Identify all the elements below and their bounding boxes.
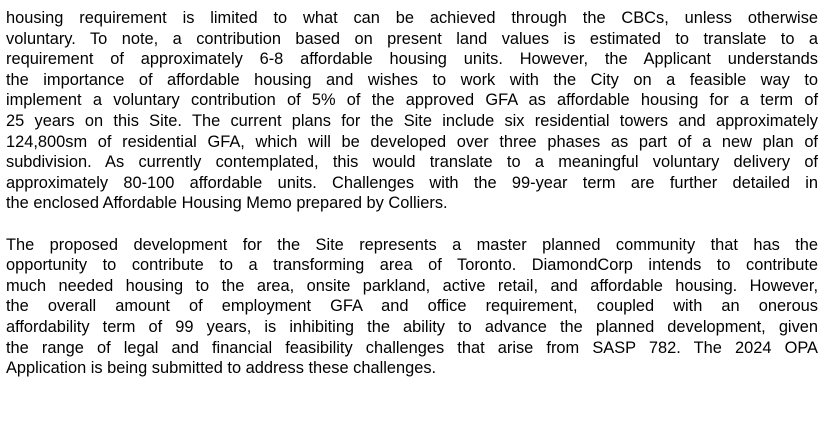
text-line: approximately 80-100 affordable units. Challenges with the 99-year term are further detailed in xyxy=(6,173,818,192)
text-line: 25 years on this Site. The current plans for the Site include six residential towers and approximately xyxy=(6,111,818,130)
text-line: much needed housing to the area, onsite parkland, active retail, and affordable housing. However, xyxy=(6,276,818,295)
text-line: the overall amount of employment GFA and office requirement, coupled with an onerous xyxy=(6,297,818,316)
text-line: housing requirement is limited to what can be achieved through the CBCs, unless otherwise xyxy=(6,9,818,27)
paragraph-proposed-development xyxy=(6,235,823,379)
text-line: 124,800sm of residential GFA, which will be developed over three phases as part of a new plan of xyxy=(6,132,818,151)
text-line: The proposed development for the Site represents a master planned community that has the xyxy=(6,235,818,254)
paragraph-affordable-housing xyxy=(6,8,823,214)
text-line: Application is being submitted to address these challenges. xyxy=(6,359,437,378)
text-line: the enclosed Affordable Housing Memo prepared by Colliers. xyxy=(6,194,448,213)
text-line: opportunity to contribute to a transforming area of Toronto. DiamondCorp intends to contribute xyxy=(6,256,818,275)
text-line: voluntary. To note, a contribution based on present land values is estimated to translate to a xyxy=(6,29,818,48)
text-line: the importance of affordable housing and wishes to work with the City on a feasible way to xyxy=(6,70,818,89)
text-line: affordability term of 99 years, is inhibiting the ability to advance the planned development, given xyxy=(6,317,818,336)
text-line: requirement of approximately 6-8 affordable housing units. However, the Applicant understands xyxy=(6,50,818,69)
text-line: the range of legal and financial feasibility challenges that arise from SASP 782. The 2024 OPA xyxy=(6,338,818,357)
text-line: implement a voluntary contribution of 5% of the approved GFA as affordable housing for a term of xyxy=(6,91,818,110)
text-line: subdivision. As currently contemplated, this would translate to a meaningful voluntary delivery of xyxy=(6,153,818,172)
